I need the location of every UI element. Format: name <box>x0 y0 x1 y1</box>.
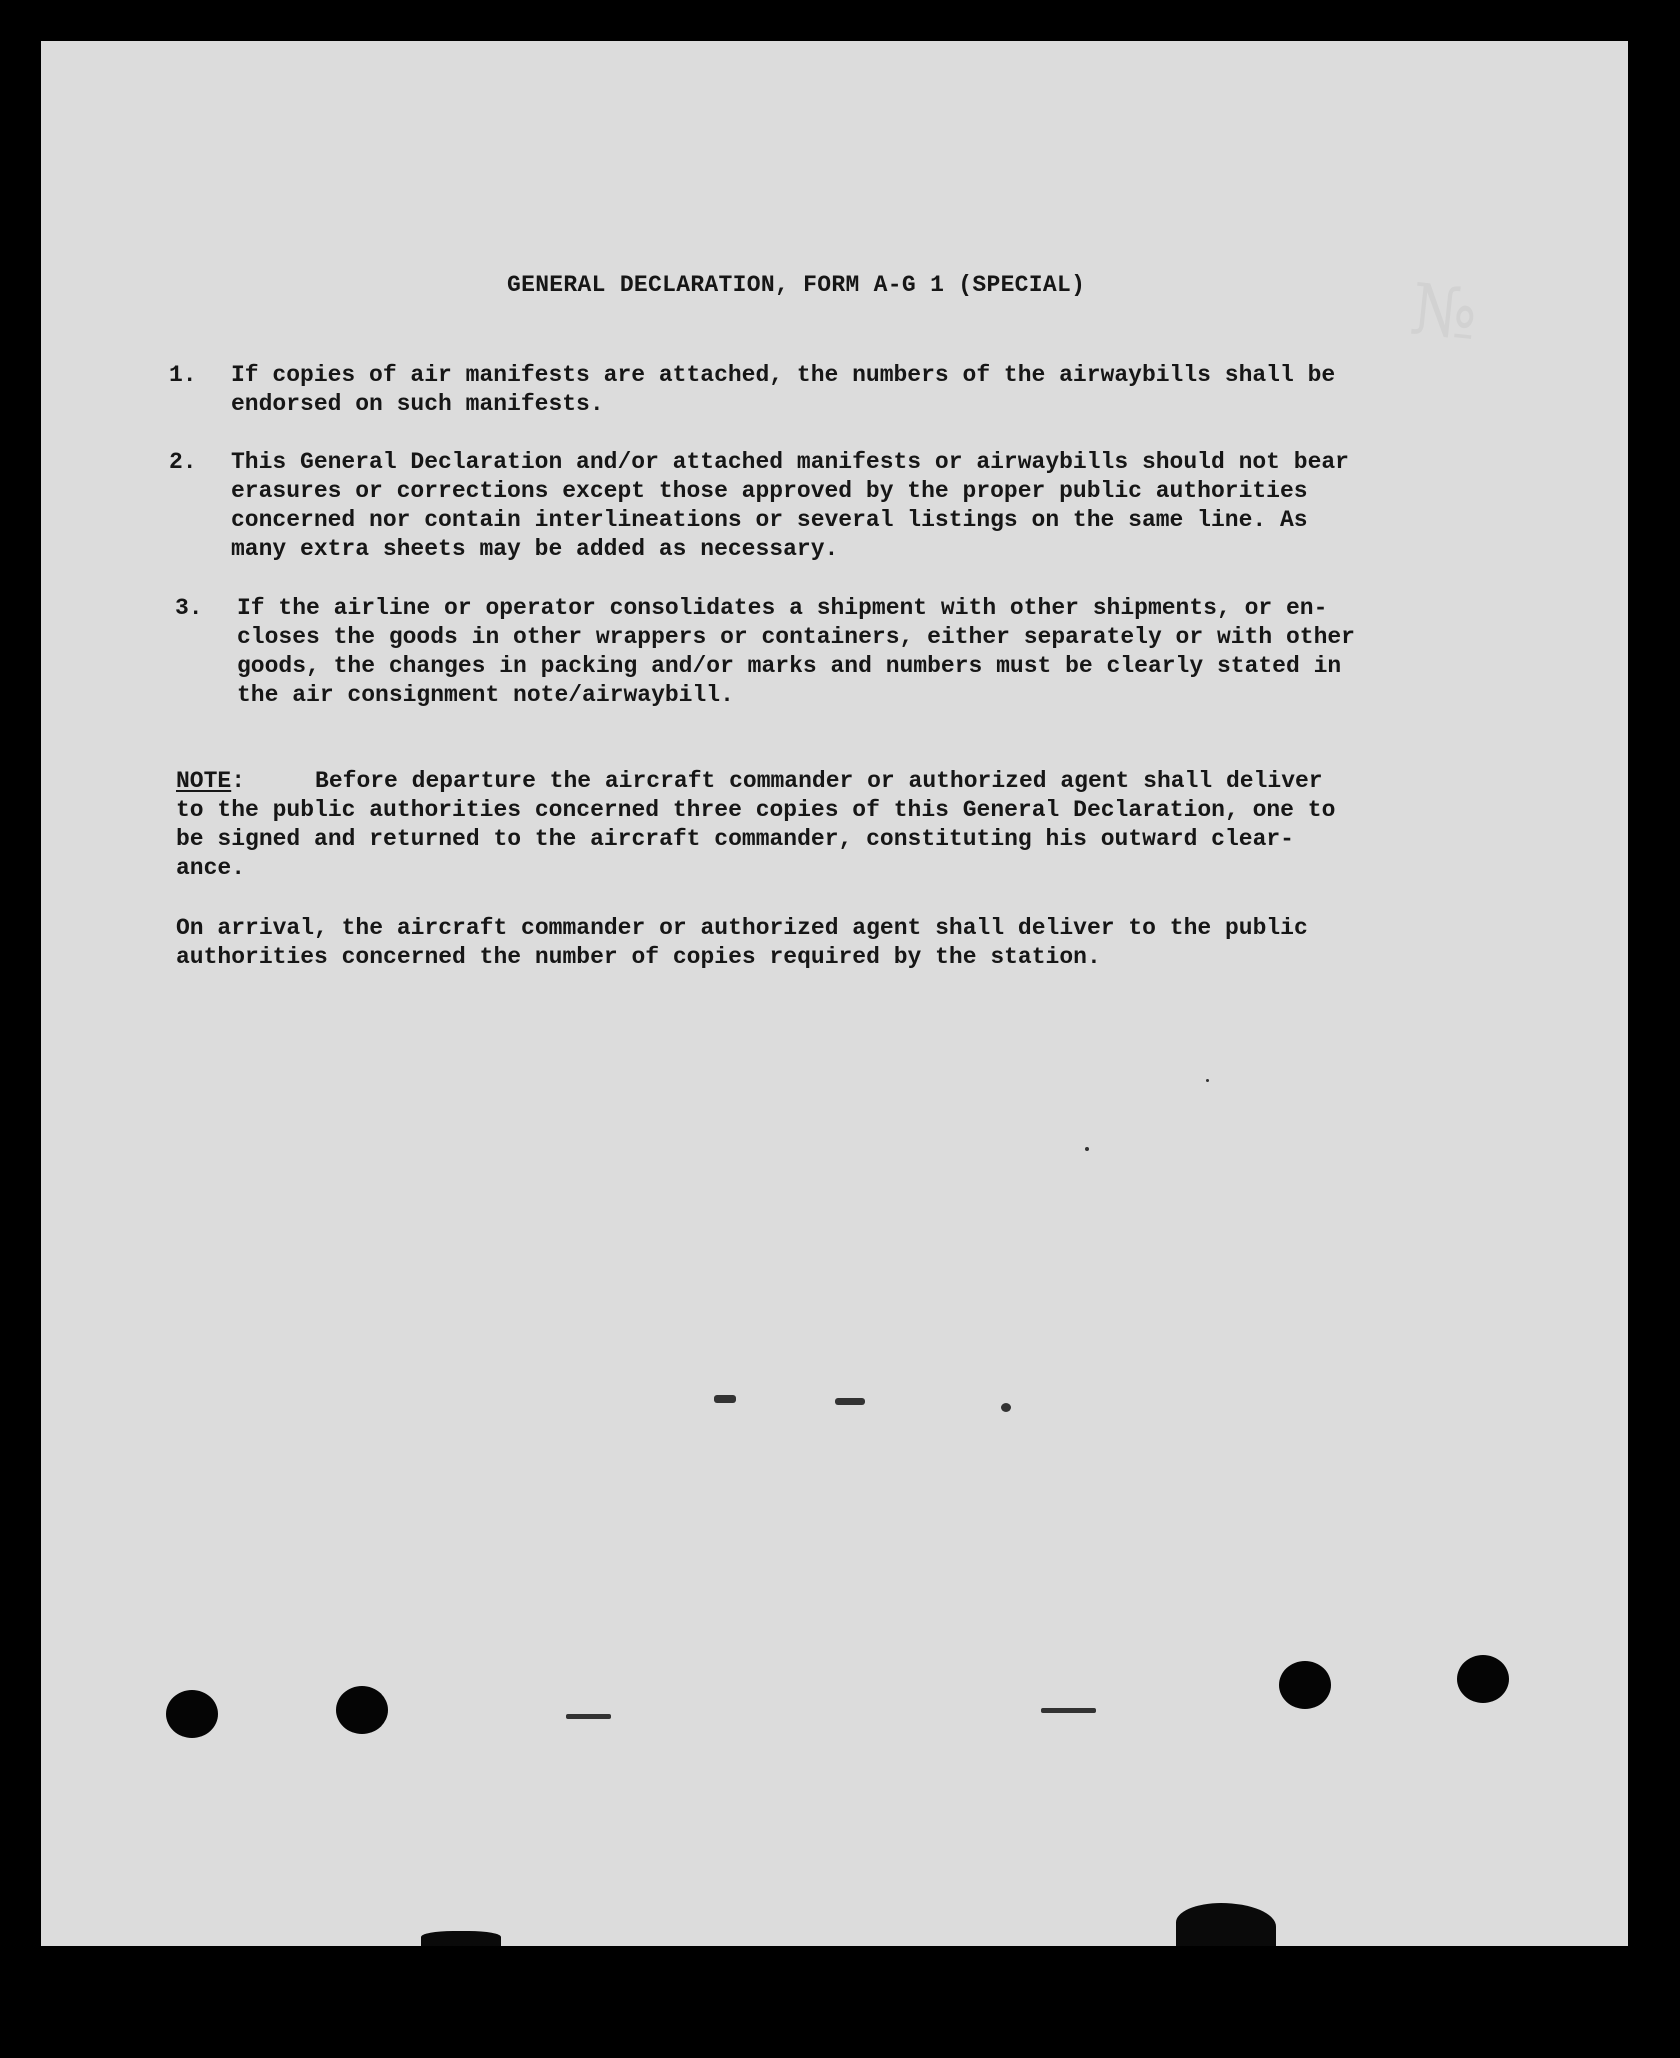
arrival-paragraph: On arrival, the aircraft commander or authorized agent shall deliver to the public authorities concerned the number of copies required by the station. <box>176 915 1308 970</box>
list-item-text: This General Declaration and/or attached manifests or airwaybills should not bear erasures or corrections except those approved by the proper public authorities concerned nor contain interlineations or several listings on the same line. As many extra sheets may be added as necessary. <box>231 449 1349 562</box>
ink-speck <box>1206 1079 1209 1082</box>
ink-speck <box>835 1398 865 1405</box>
note-text: Before departure the aircraft commander or authorized agent shall deliver to the public authorities concerned three copies of this General Declaration, one to be signed and returned to the aircraft commander, constituting his outward clear- ance. <box>176 768 1336 881</box>
list-item-number: 3. <box>175 595 203 621</box>
bleed-through-mark: № <box>1406 267 1482 357</box>
punch-hole <box>166 1690 218 1738</box>
list-item-number: 2. <box>169 449 197 475</box>
punch-hole <box>1457 1655 1509 1703</box>
punch-hole <box>336 1686 388 1734</box>
ink-speck <box>1041 1708 1096 1713</box>
note-paragraph <box>176 767 1502 883</box>
ink-speck <box>1085 1147 1089 1151</box>
document-title: GENERAL DECLARATION, FORM A-G 1 (SPECIAL) <box>507 272 1086 298</box>
list-item-2 <box>169 448 1509 564</box>
list-item-number: 1. <box>169 362 197 388</box>
torn-edge <box>1176 1903 1276 1946</box>
list-item-1 <box>169 361 1509 419</box>
note-colon: : <box>231 768 246 794</box>
document-page <box>41 41 1628 1946</box>
ink-speck <box>714 1395 736 1403</box>
list-item-text: If the airline or operator consolidates a shipment with other shipments, or en- closes the goods in other wrappers or containers, either separately or with other goods, the changes in packing and/or marks and numbers must be clearly stated in the air consignment note/airwaybill. <box>237 595 1355 708</box>
torn-edge <box>421 1931 501 1946</box>
list-item-3 <box>169 594 1509 710</box>
punch-hole <box>1279 1661 1331 1709</box>
list-item-text: If copies of air manifests are attached, the numbers of the airwaybills shall be endorsed on such manifests. <box>231 362 1336 417</box>
note-label: NOTE <box>176 768 232 794</box>
ink-speck <box>1001 1403 1011 1412</box>
ink-speck <box>566 1714 611 1719</box>
